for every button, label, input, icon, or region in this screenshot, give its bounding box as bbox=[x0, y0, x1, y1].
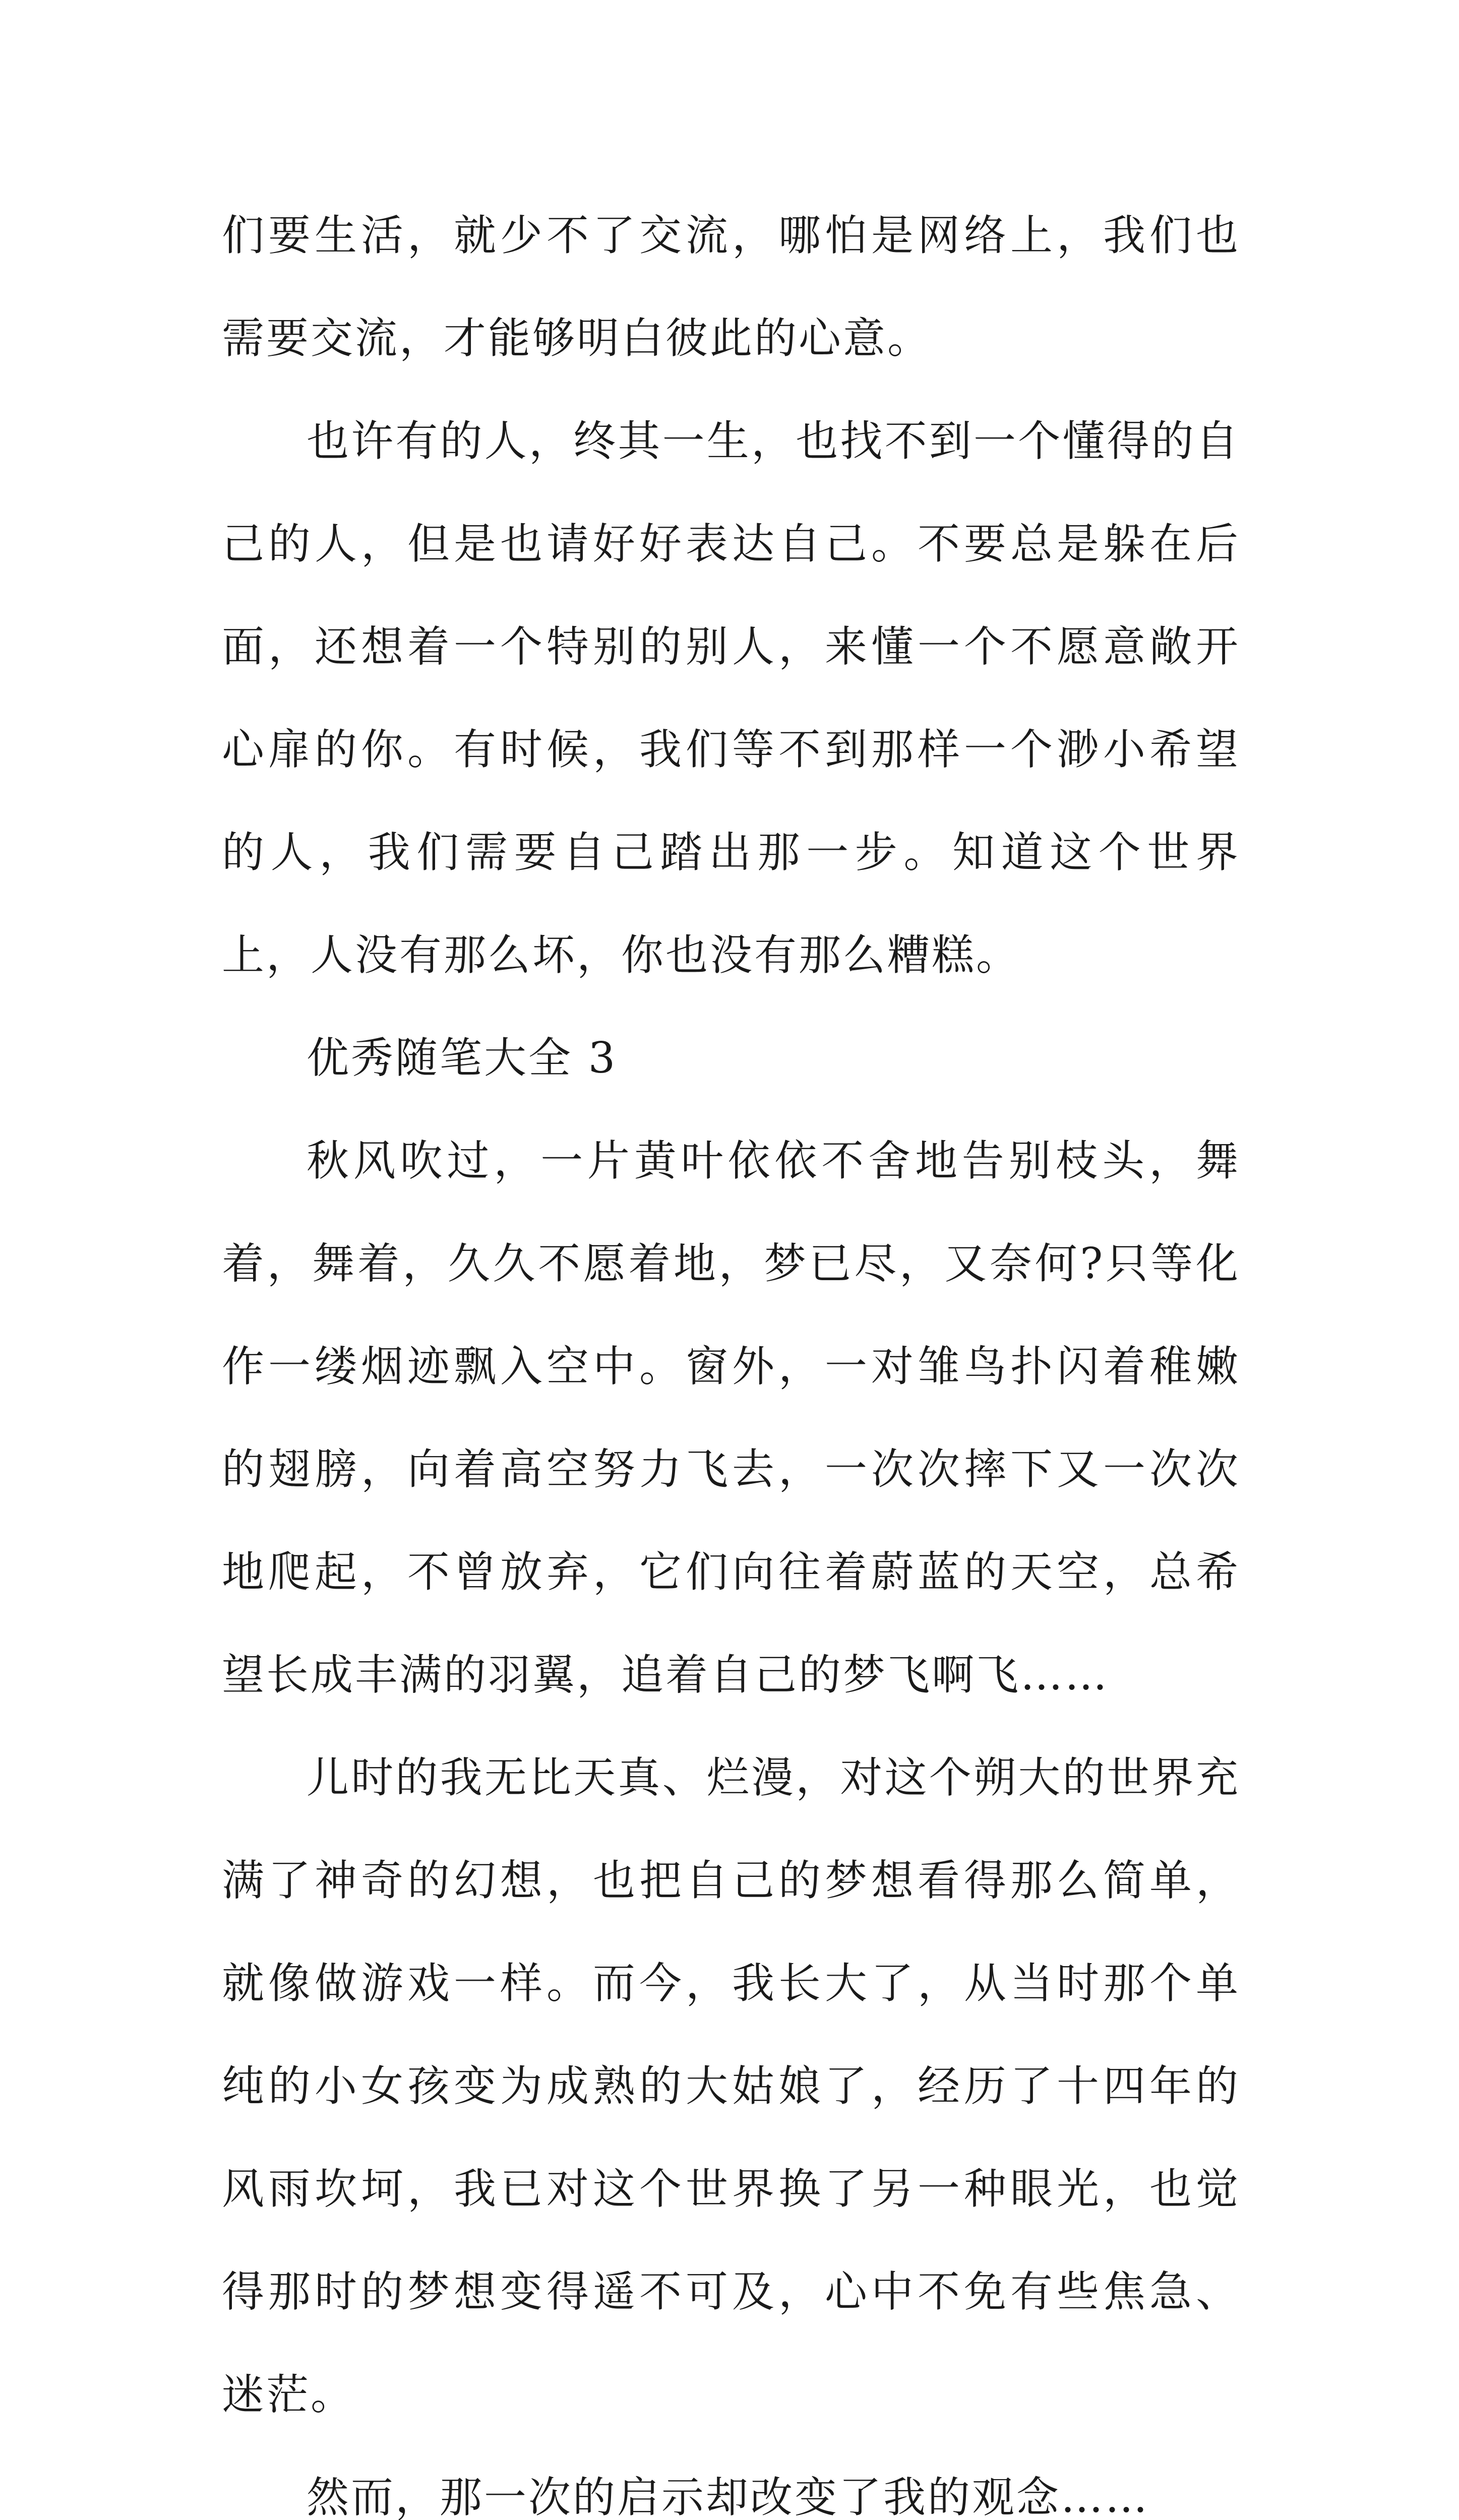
paragraph: 秋风吹过，一片黄叶依依不舍地告别枝头，舞着，舞着，久久不愿着地，梦已尽，又奈何?只等化作一缕烟迹飘入空中。窗外，一对雏鸟扑闪着稚嫩的翅膀，向着高空努力飞去，一次次摔下又一次次地爬起，不曾放弃，它们向往着蔚蓝的天空，总希望长成丰满的羽翼，追着自己的梦飞啊飞…… bbox=[222, 1136, 1240, 1699]
section-heading: 优秀随笔大全 3 bbox=[307, 1033, 618, 1083]
paragraph: 也许有的人，终其一生，也找不到一个懂得的自己的人，但是也请好好表达自己。不要总是躲在后面，还想着一个特别的别人，来懂一个不愿意敞开心扉的你。有时候，我们等不到那样一个渺小希望的人，我们需要自己踏出那一步。知道这个世界上，人没有那么坏，你也没有那么糟糕。 bbox=[222, 416, 1240, 980]
document-body bbox=[222, 184, 1240, 2520]
paragraph-continued: 们要生活，就少不了交流，哪怕是网络上，我们也需要交流，才能够明白彼此的心意。 bbox=[222, 211, 1240, 363]
paragraph: 然而，那一次的启示却改变了我的观念…… bbox=[307, 2473, 1150, 2520]
paragraph: 儿时的我无比天真、烂漫，对这个朔大的世界充满了神奇的幻想，也把自己的梦想看得那么简单，就像做游戏一样。而今，我长大了，从当时那个单纯的小女孩变为成熟的大姑娘了，经历了十四年的风雨坎坷，我已对这个世界换了另一种眼光，也觉得那时的梦想变得遥不可及，心中不免有些焦急、迷茫。 bbox=[222, 1753, 1240, 2419]
